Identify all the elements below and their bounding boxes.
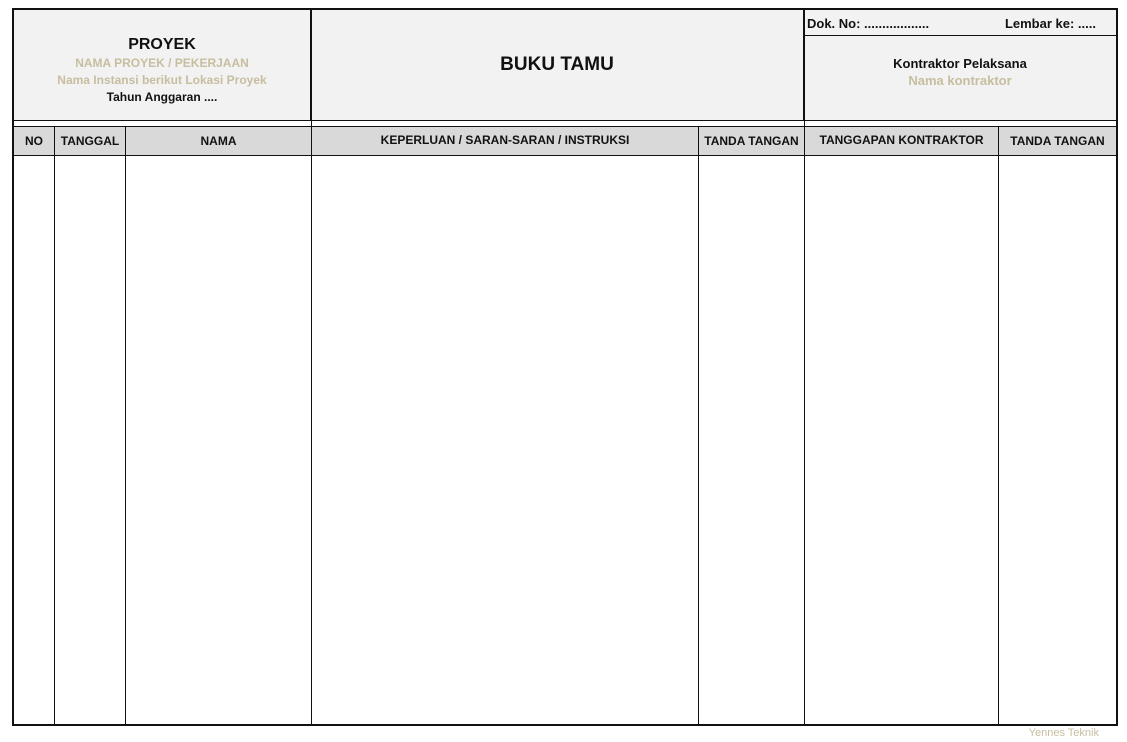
document-meta	[804, 10, 1116, 120]
column-header-purpose: KEPERLUAN / SARAN-SARAN / INSTRUKSI	[380, 133, 630, 147]
doc-number-row	[804, 10, 1116, 36]
guest-book-form	[12, 8, 1118, 726]
project-name: NAMA PROYEK / PEKERJAAN	[75, 56, 249, 70]
sheet-number: Lembar ke: .....	[1004, 16, 1096, 31]
document-title-cell	[311, 10, 804, 120]
doc-number: Dok. No: ..................	[807, 16, 930, 31]
contractor-label: Kontraktor Pelaksana	[893, 56, 1027, 71]
project-title: PROYEK	[128, 36, 196, 53]
column-header-signature: TANDA TANGAN	[704, 134, 799, 148]
contractor-name: Nama kontraktor	[908, 73, 1012, 88]
table-body	[14, 156, 1116, 724]
project-info	[14, 10, 311, 120]
column-header-no: NO	[25, 134, 43, 148]
watermark: Yennes Teknik	[1028, 727, 1099, 739]
form-header	[14, 10, 1116, 121]
column-header-name: NAMA	[200, 134, 237, 148]
budget-year: Tahun Anggaran ....	[106, 90, 218, 104]
column-header-contractor-response: TANGGAPAN KONTRAKTOR	[819, 133, 984, 147]
project-institution: Nama Instansi berikut Lokasi Proyek	[57, 73, 267, 87]
table-header	[14, 127, 1116, 156]
column-header-contractor-signature: TANDA TANGAN	[1010, 134, 1105, 148]
document-title: BUKU TAMU	[500, 54, 614, 75]
column-header-date: TANGGAL	[60, 134, 120, 148]
